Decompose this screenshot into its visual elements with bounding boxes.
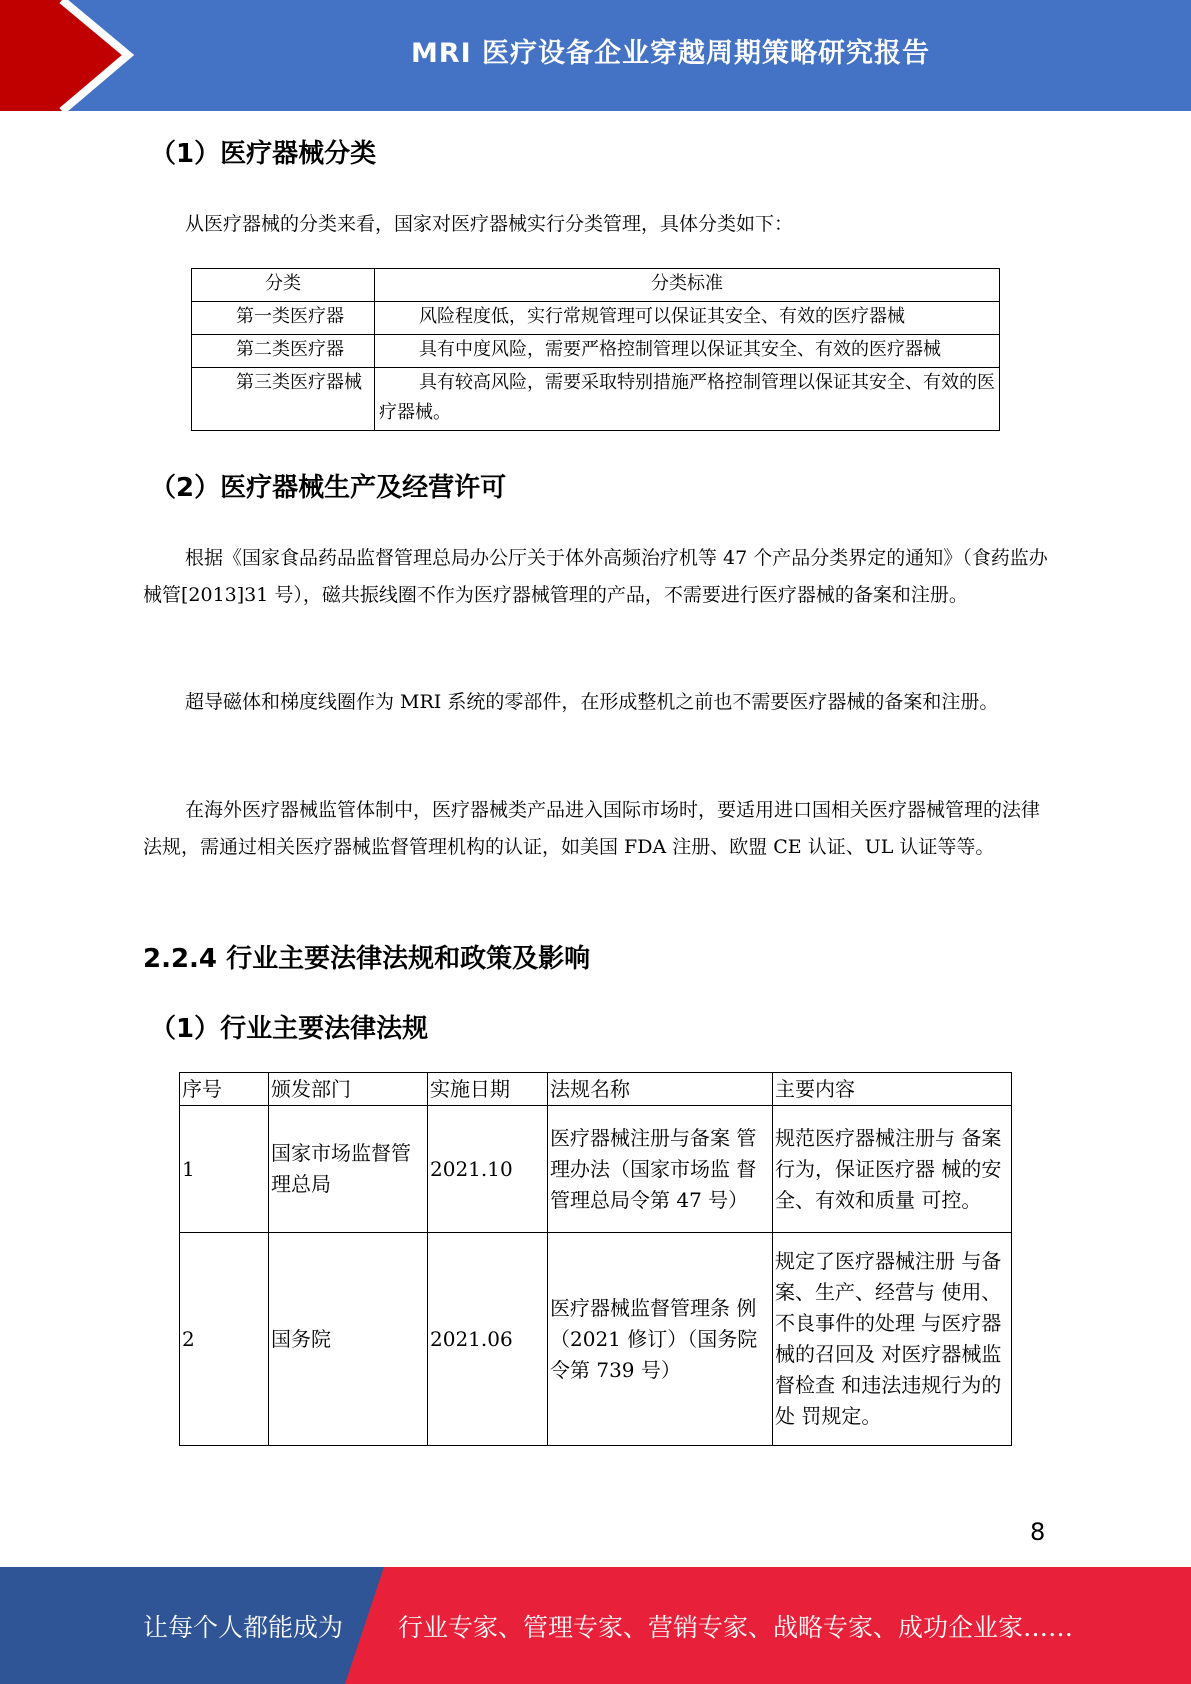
table-cell: 具有较高风险，需要采取特别措施严格控制管理以保证其安全、有效的医疗器械。 [375,368,1000,431]
report-title: MRI 医疗设备企业穿越周期策略研究报告 [410,37,931,69]
table-cell: 2021.06 [428,1233,548,1446]
table-cell: 规范医疗器械注册与 备案行为，保证医疗器 械的安全、有效和质量 可控。 [773,1106,1012,1233]
table-header-cell: 主要内容 [773,1073,1012,1106]
table-row [180,1233,1012,1446]
table-header-cell: 法规名称 [548,1073,773,1106]
footer-slogan-left: 让每个人都能成为 [143,1613,344,1642]
table-cell: 国家市场监督管理总局 [269,1106,428,1233]
table-header-row [192,269,1000,302]
section-heading-license: （2）医疗器械生产及经营许可 [150,473,507,503]
table-header-cell: 分类 [192,269,375,302]
table-header-row [180,1073,1012,1106]
table-cell: 规定了医疗器械注册 与备案、生产、经营与 使用、不良事件的处理 与医疗器械的召回及 对医疗器械监督检查 和违法违规行为的处 罚规定。 [773,1233,1012,1446]
table-cell: 第二类医疗器 [192,335,375,368]
paragraph: 超导磁体和梯度线圈作为 MRI 系统的零部件，在形成整机之前也不需要医疗器械的备案和注册。 [185,691,999,713]
table-row [192,302,1000,335]
table-header-cell: 实施日期 [428,1073,548,1106]
table-cell: 具有中度风险，需要严格控制管理以保证其安全、有效的医疗器械 [375,335,1000,368]
table-header-cell: 分类标准 [375,269,1000,302]
section-heading-classification: （1）医疗器械分类 [150,139,377,169]
table-row [192,368,1000,431]
laws-table [179,1072,1012,1446]
table-cell: 第三类医疗器械 [192,368,375,431]
subsection-heading-laws: （1）行业主要法律法规 [150,1014,429,1044]
paragraph: 在海外医疗器械监管体制中，医疗器械类产品进入国际市场时，要适用进口国相关医疗器械管理的法律法规，需通过相关医疗器械监督管理机构的认证，如美国 FDA 注册、欧盟 CE 认证、UL 认证等等。 [143,799,1041,858]
table-cell: 第一类医疗器 [192,302,375,335]
table-cell: 医疗器械监督管理条 例（2021 修订）（国务院令第 739 号） [548,1233,773,1446]
table-row [192,335,1000,368]
table-cell: 医疗器械注册与备案 管理办法（国家市场监 督管理总局令第 47 号） [548,1106,773,1233]
table-cell: 国务院 [269,1233,428,1446]
table-cell: 1 [180,1106,269,1233]
table-header-cell: 颁发部门 [269,1073,428,1106]
table-cell: 风险程度低，实行常规管理可以保证其安全、有效的医疗器械 [375,302,1000,335]
footer-slogan-right: 行业专家、管理专家、营销专家、战略专家、成功企业家…… [398,1613,1074,1642]
table-row [180,1106,1012,1233]
table-cell: 2021.10 [428,1106,548,1233]
classification-table [191,268,1000,431]
table-header-cell: 序号 [180,1073,269,1106]
table-cell: 2 [180,1233,269,1446]
page-header [0,0,1191,111]
section-heading-laws: 2.2.4 行业主要法律法规和政策及影响 [143,944,591,974]
paragraph: 根据《国家食品药品监督管理总局办公厅关于体外高频治疗机等 47 个产品分类界定的通知》（食药监办械管[2013]31 号），磁共振线圈不作为医疗器械管理的产品，不需要进行医疗器械的备案和注册。 [143,547,1048,606]
classification-intro: 从医疗器械的分类来看，国家对医疗器械实行分类管理，具体分类如下： [185,213,794,235]
page-number: 8 [1030,1518,1046,1546]
